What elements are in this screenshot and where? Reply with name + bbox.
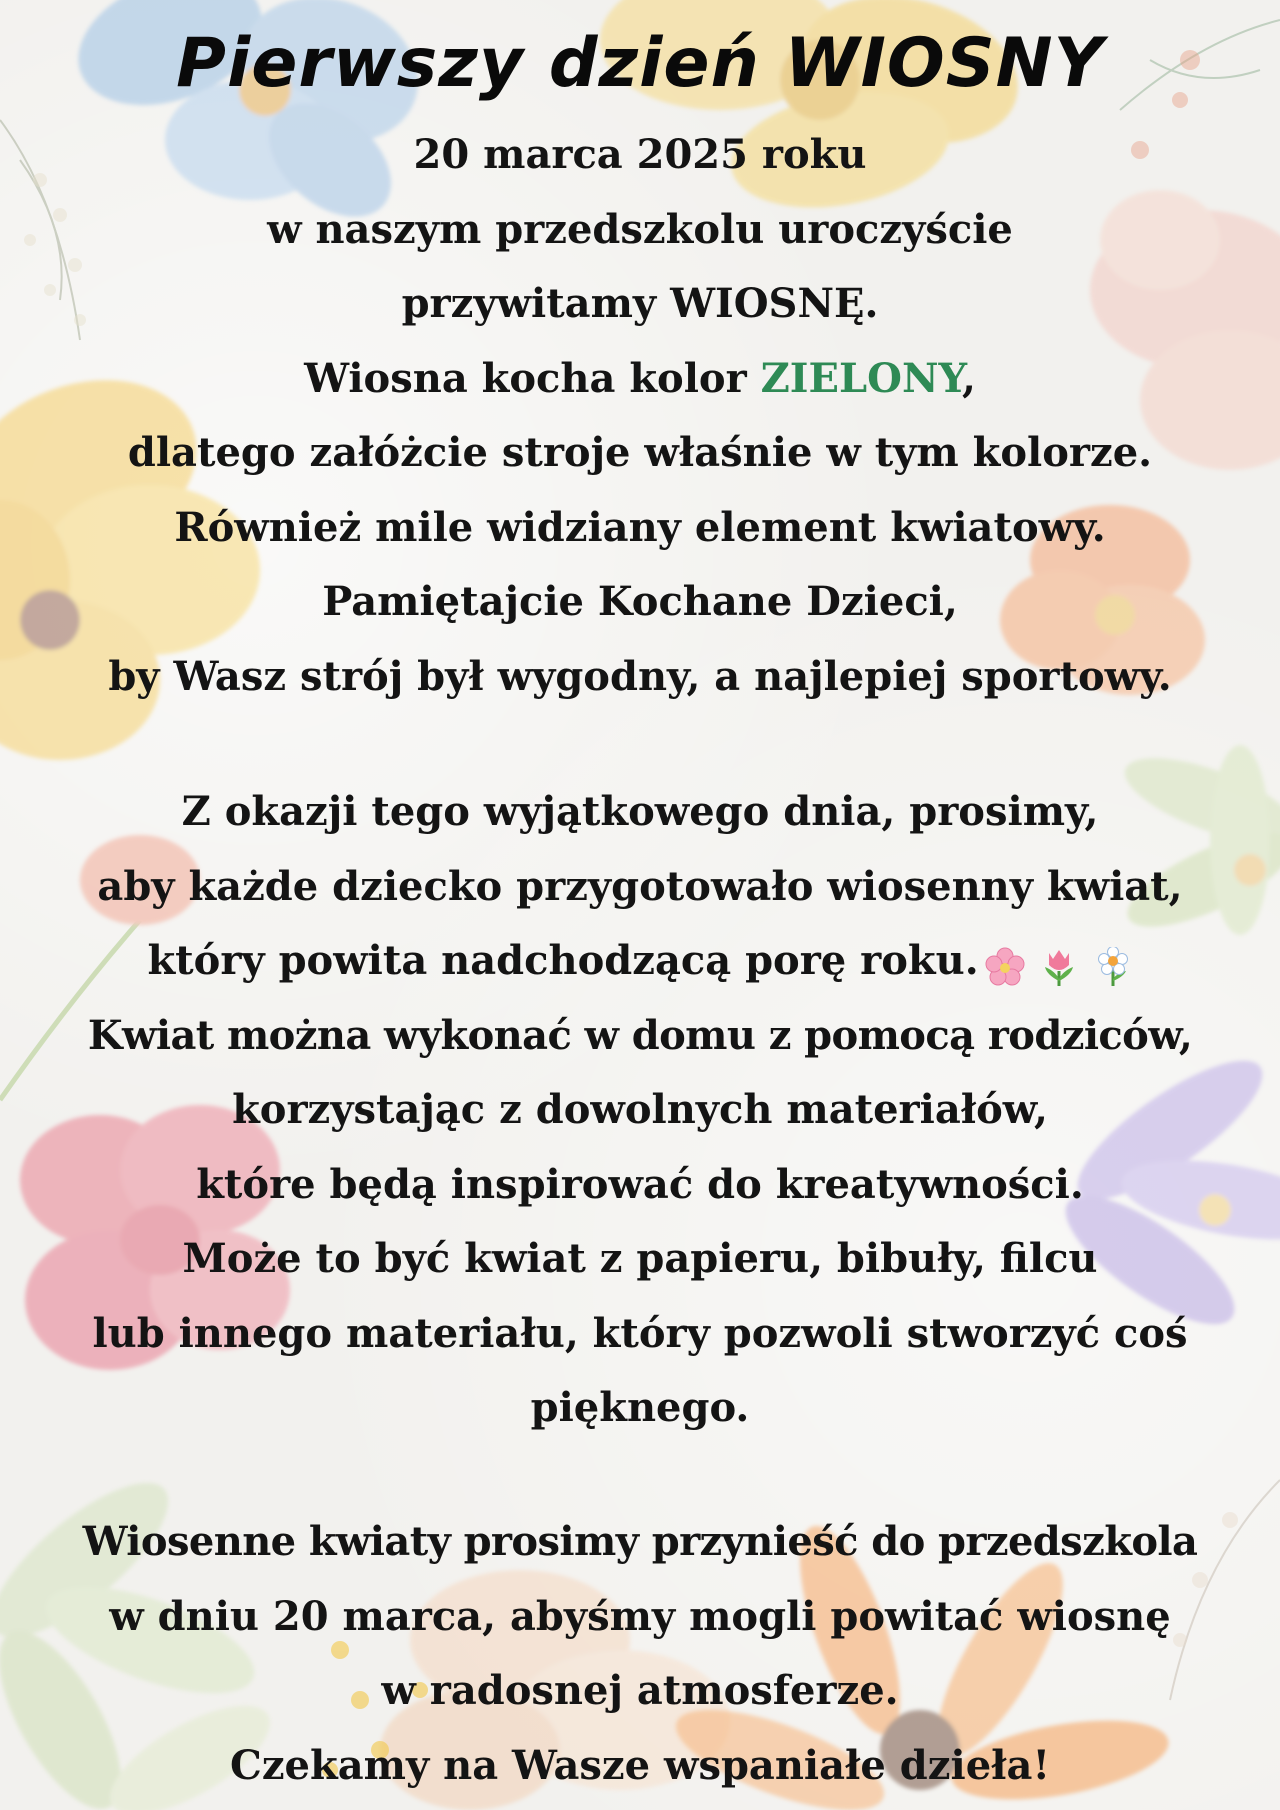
request-line-text: który powita nadchodzącą porę roku. bbox=[147, 937, 979, 984]
announcement-line: Również mile widziany element kwiatowy. bbox=[174, 503, 1106, 551]
announcement-line: by Wasz strój był wygodny, a najlepiej sportowy. bbox=[108, 652, 1172, 700]
daisy-icon bbox=[1093, 947, 1133, 987]
color-sentence-end: , bbox=[961, 354, 976, 402]
closing-line: w dniu 20 marca, abyśmy mogli powitać wiosnę bbox=[109, 1592, 1171, 1640]
request-line: które będą inspirować do kreatywności. bbox=[196, 1160, 1084, 1208]
request-line: Z okazji tego wyjątkowego dnia, prosimy, bbox=[181, 788, 1099, 835]
flower-request-section bbox=[0, 775, 1280, 1446]
request-line: pięknego. bbox=[530, 1384, 750, 1431]
announcement-line: dlatego załóżcie stroje właśnie w tym kolorze. bbox=[127, 429, 1153, 476]
request-line: korzystając z dowolnych materiałów, bbox=[232, 1086, 1048, 1133]
color-sentence-start: Wiosna kocha kolor bbox=[304, 354, 761, 402]
request-line: Może to być kwiat z papieru, bibuły, filcu bbox=[182, 1235, 1098, 1282]
request-line: Kwiat można wykonać w domu z pomocą rodziców, bbox=[87, 1011, 1193, 1059]
flower-emojis bbox=[985, 927, 1133, 1002]
request-line bbox=[0, 924, 1280, 999]
date-line: 20 marca 2025 roku bbox=[413, 131, 867, 178]
closing-section bbox=[0, 1505, 1280, 1803]
announcement-line: Pamiętajcie Kochane Dzieci, bbox=[322, 578, 958, 625]
announcement-line: w naszym przedszkolu uroczyście bbox=[267, 205, 1013, 253]
announcement-section bbox=[0, 118, 1280, 714]
announcement-line: przywitamy WIOSNĘ. bbox=[401, 280, 879, 327]
announcement-line bbox=[0, 342, 1280, 417]
closing-line: Czekamy na Wasze wspaniałe dzieła! bbox=[229, 1741, 1051, 1789]
request-line: lub innego materiału, który pozwoli stworzyć coś bbox=[92, 1309, 1188, 1357]
request-line: aby każde dziecko przygotowało wiosenny kwiat, bbox=[97, 862, 1183, 910]
tulip-icon bbox=[1039, 947, 1079, 987]
closing-line: Wiosenne kwiaty prosimy przynieść do przedszkola bbox=[82, 1518, 1198, 1565]
cherry-blossom-icon bbox=[985, 947, 1025, 987]
green-color-word: ZIELONY bbox=[760, 354, 962, 402]
closing-line: w radosnej atmosferze. bbox=[381, 1667, 899, 1714]
page-title: Pierwszy dzień WIOSNY bbox=[176, 24, 1104, 103]
